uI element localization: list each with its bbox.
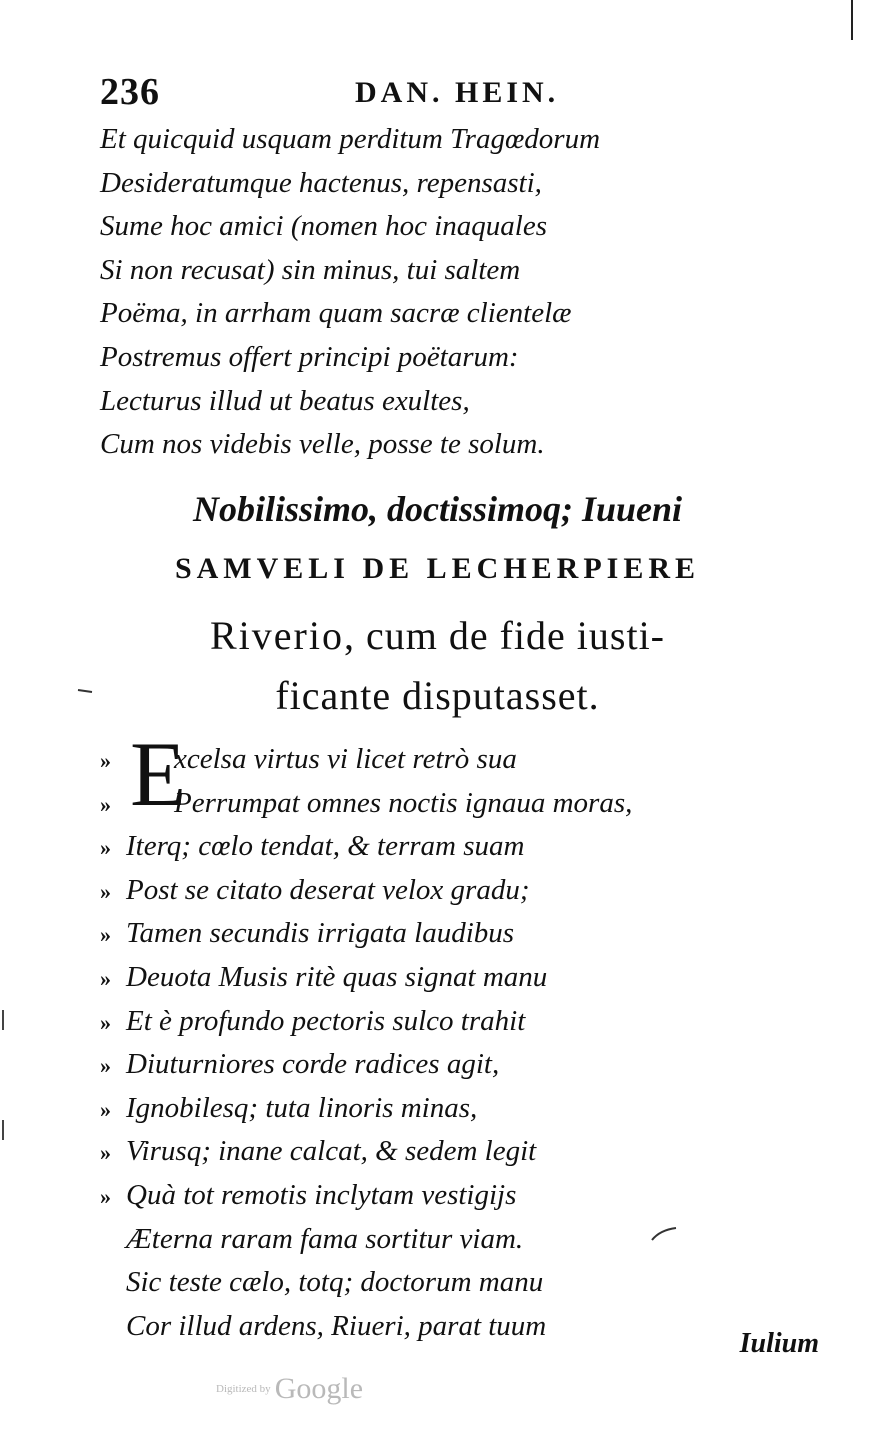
drop-cap-initial: E	[130, 723, 187, 825]
verse-line: Postremus offert principi poëtarum:	[100, 340, 519, 373]
verse-line: Desideratumque hactenus, repensasti,	[100, 166, 542, 199]
verse-text: xcelsa virtus vi licet retrò sua	[174, 743, 517, 775]
verse-text: Sic teste cælo, totq; doctorum manu	[126, 1266, 544, 1299]
quotation-mark: »	[100, 1053, 111, 1079]
quotation-mark: »	[100, 1096, 111, 1122]
quotation-mark: »	[100, 748, 111, 773]
verse-line	[100, 738, 632, 782]
verse-line	[100, 956, 632, 1000]
verse-line: Cum nos videbis velle, posse te solum.	[100, 428, 545, 461]
verse-block-top	[100, 118, 600, 467]
scan-speck	[652, 1228, 676, 1240]
verse-line	[100, 1043, 632, 1087]
verse-line	[100, 1218, 632, 1262]
verse-line: Si non recusat) sin minus, tui saltem	[100, 253, 521, 286]
verse-text: Cor illud ardens, Riueri, parat tuum	[126, 1309, 547, 1342]
quotation-mark: »	[100, 922, 111, 948]
running-head: DAN. HEIN.	[355, 76, 560, 109]
verse-line	[100, 1305, 632, 1349]
verse-line	[100, 1000, 632, 1044]
verse-text: Diuturniores corde radices agit,	[126, 1048, 500, 1081]
verse-line: Lecturus illud ut beatus exultes,	[100, 384, 470, 417]
dedication-title-line-3	[0, 612, 875, 659]
page-header	[100, 70, 740, 114]
verse-text: Virusq; inane calcat, & sedem legit	[126, 1135, 537, 1168]
catchword: Iulium	[739, 1328, 819, 1359]
verse-block-bottom	[100, 738, 632, 1348]
verse-line	[100, 1087, 632, 1131]
verse-text: Et è profundo pectoris sulco trahit	[126, 1004, 526, 1037]
quotation-mark: »	[100, 1183, 111, 1209]
verse-text: Æterna raram fama sortitur viam.	[126, 1222, 524, 1255]
dedication-title-line-3-rest: , cum de fide iusti-	[343, 613, 666, 658]
quotation-mark: »	[100, 965, 111, 991]
verse-text: Quà tot remotis inclytam vestigijs	[126, 1178, 517, 1211]
dedication-title-line-1: Nobilissimo, doctissimoq; Iuueni	[192, 489, 683, 529]
dedication-name-riverio: Riverio	[209, 613, 344, 658]
digitized-label: Digitized by	[216, 1383, 271, 1395]
verse-line	[100, 825, 632, 869]
verse-text: Ignobilesq; tuta linoris minas,	[126, 1091, 478, 1124]
verse-text: Deuota Musis ritè quas signat manu	[126, 960, 548, 993]
dedication-title-line-4: ficante disputasset.	[275, 673, 600, 718]
verse-line	[100, 1174, 632, 1218]
verse-line	[100, 1130, 632, 1174]
quotation-mark: »	[100, 1140, 111, 1166]
dedication-title-line-2: SAMVELI DE LECHERPIERE	[174, 552, 701, 585]
page-number: 236	[100, 71, 160, 113]
verse-line	[100, 912, 632, 956]
verse-line	[100, 1261, 632, 1305]
verse-text: Post se citato deserat velox gradu;	[126, 873, 530, 906]
verse-text: Iterq; cœlo tendat, & terram suam	[126, 830, 525, 863]
quotation-mark: »	[100, 1009, 111, 1035]
verse-text: Tamen secundis irrigata laudibus	[126, 917, 515, 950]
verse-line: Poëma, in arrham quam sacræ clientelæ	[100, 297, 572, 330]
digitized-watermark	[216, 1372, 363, 1406]
quotation-mark: »	[100, 878, 111, 904]
verse-line: Et quicquid usquam perditum Tragœdorum	[100, 123, 601, 155]
verse-text: Perrumpat omnes noctis ignaua moras,	[174, 786, 633, 819]
verse-line	[100, 869, 632, 913]
google-logo-text: Google	[274, 1372, 364, 1405]
quotation-mark: »	[100, 835, 111, 861]
verse-line	[100, 782, 632, 826]
quotation-mark: »	[100, 791, 111, 817]
verse-line: Sume hoc amici (nomen hoc inaquales	[100, 210, 547, 243]
